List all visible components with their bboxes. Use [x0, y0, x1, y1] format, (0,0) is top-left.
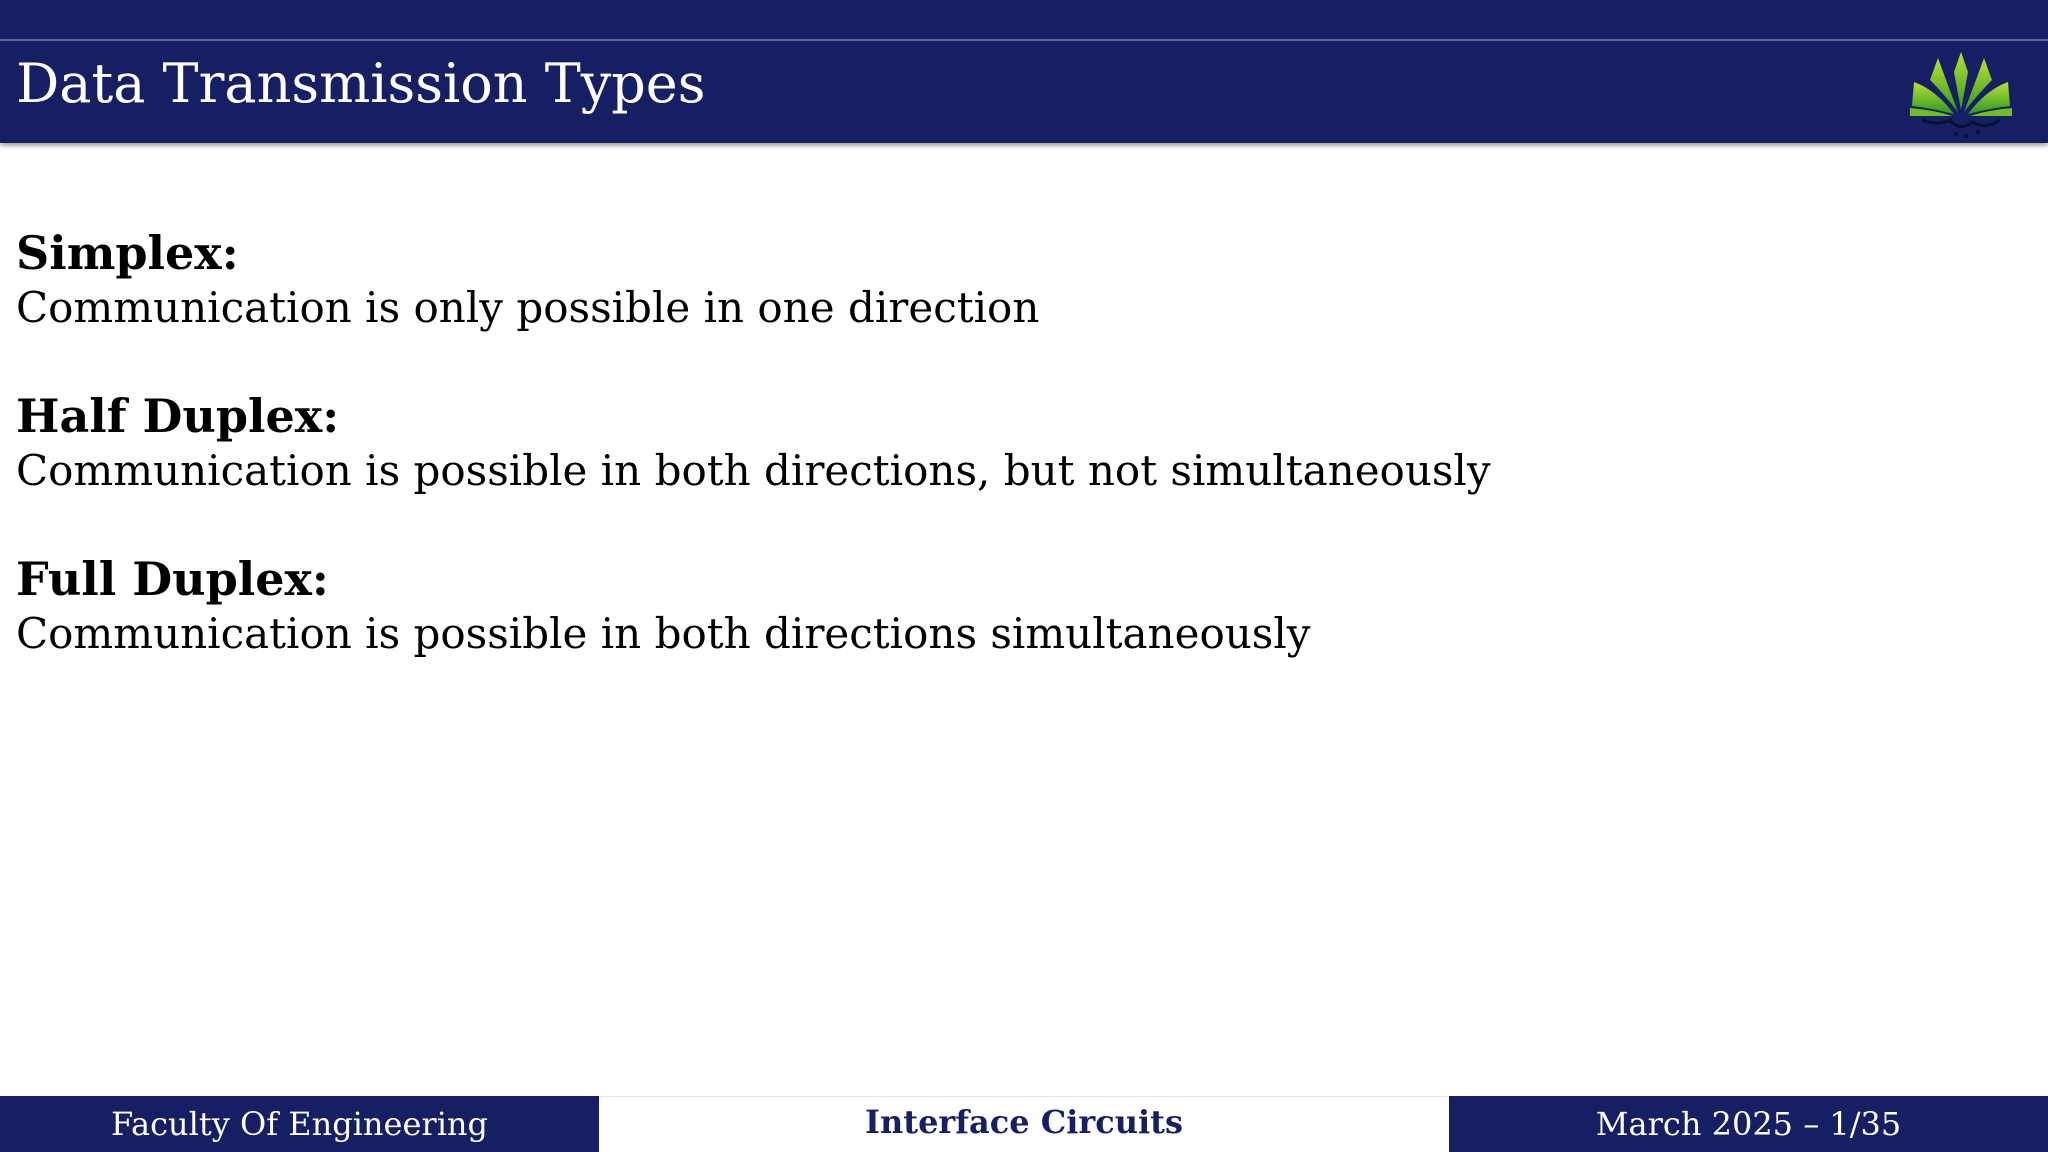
list-item — [16, 225, 1996, 335]
footer-institution: Faculty Of Engineering — [0, 1096, 599, 1152]
list-item — [16, 551, 1996, 661]
footer-course-title: Interface Circuits — [599, 1096, 1449, 1152]
footer-date-page: March 2025 – 1/35 — [1449, 1096, 2048, 1152]
header-rule — [0, 39, 2048, 41]
item-text-full-duplex: Communication is possible in both directions simultaneously — [16, 609, 1311, 658]
item-text-simplex: Communication is only possible in one direction — [16, 283, 1040, 332]
slide-title: Data Transmission Types — [16, 52, 706, 115]
list-item — [16, 388, 1996, 498]
slide-content — [16, 225, 1996, 714]
university-logo-icon — [1908, 50, 2014, 142]
slide-header — [0, 0, 2048, 143]
item-heading-half-duplex: Half Duplex: — [16, 389, 340, 443]
item-heading-simplex: Simplex: — [16, 226, 239, 280]
item-text-half-duplex: Communication is possible in both directions, but not simultaneously — [16, 446, 1491, 495]
item-heading-full-duplex: Full Duplex: — [16, 552, 329, 606]
slide-footer — [0, 1096, 2048, 1152]
